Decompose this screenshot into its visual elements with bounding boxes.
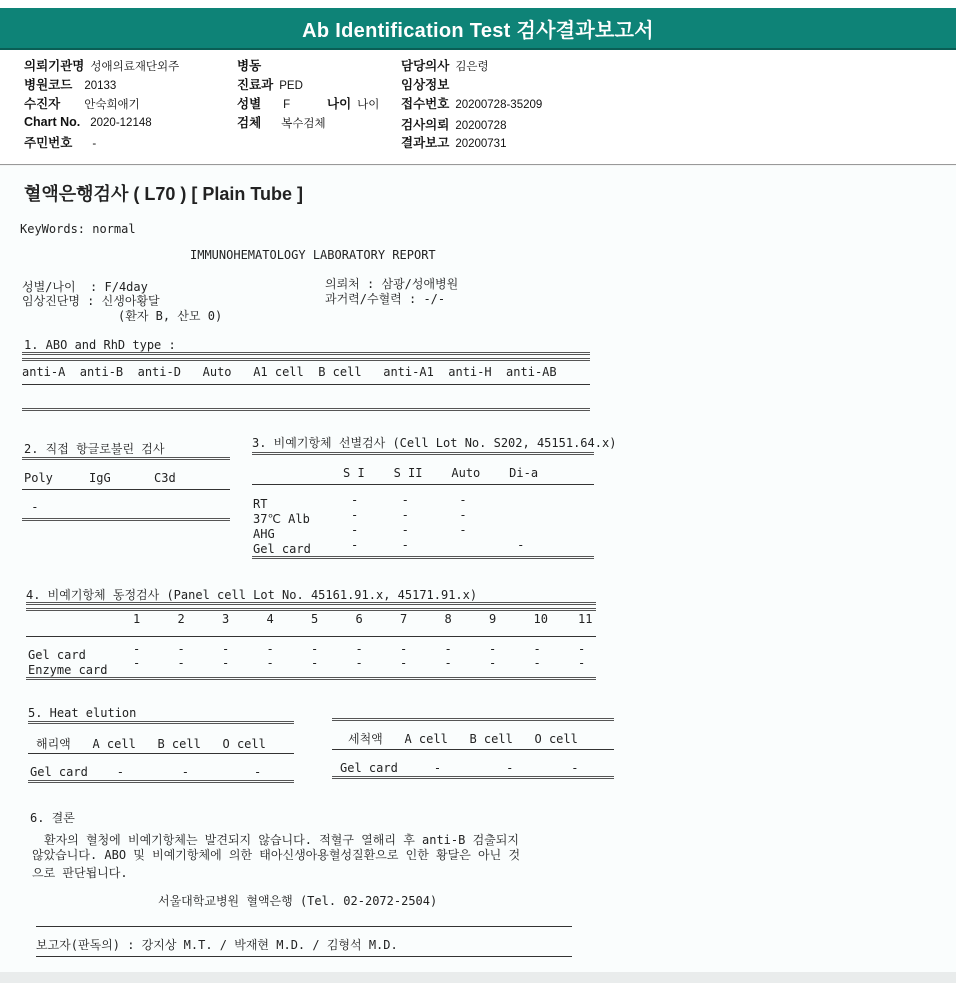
section1-columns: anti-A anti-B anti-D Auto A1 cell B cell anti-A1 anti-H anti-AB: [22, 365, 557, 379]
divider: [252, 452, 594, 455]
panel-cell-value: -: [578, 656, 586, 670]
divider: [26, 677, 596, 680]
panel-cell-number: 6: [355, 612, 363, 626]
dept-row: 진료과 PED: [237, 78, 303, 92]
panel-cell-number: 9: [489, 612, 497, 626]
title-bar: [0, 8, 956, 50]
panel-cell-value: -: [222, 642, 230, 656]
divider: [22, 358, 590, 361]
divider: [22, 457, 230, 460]
patient-info-panel: [0, 50, 956, 165]
divider: [332, 718, 614, 721]
panel-cell-number: 10: [533, 612, 548, 626]
sex-row: 성별 F: [237, 97, 291, 111]
panel-cell-value: -: [489, 642, 497, 656]
age-row: 나이 나이: [327, 97, 380, 111]
panel-cell-value: -: [311, 642, 319, 656]
panel-cell-value: -: [578, 642, 586, 656]
divider: [26, 608, 596, 611]
panel-cell-number: 7: [400, 612, 408, 626]
panel-cell-number: 8: [444, 612, 452, 626]
top-border: [0, 0, 956, 8]
diagnosis: 임상진단명 : 신생아황달: [22, 294, 160, 308]
doctor-row: 담당의사 김은령: [401, 59, 489, 73]
page-title: Ab Identification Test 검사결과보고서: [302, 19, 654, 42]
panel-cell-value: -: [400, 656, 408, 670]
panel-cell-value: -: [444, 642, 452, 656]
report-image: [0, 166, 956, 972]
conclusion-line: 않았습니다. ABO 및 비예기항체에 의한 태아신생아용혈성질환으로 인한 황달은 아닌 것: [32, 848, 521, 862]
panel-cell-value: -: [133, 642, 141, 656]
divider: [36, 926, 572, 927]
section3-row-values: - - -: [351, 493, 467, 507]
panel-cell-number: 5: [311, 612, 319, 626]
section5-title: 5. Heat elution: [28, 706, 137, 720]
section3-row-values: - - -: [351, 523, 467, 537]
blood-bank-contact: 서울대학교병원 혈액은행 (Tel. 02-2072-2504): [158, 894, 438, 908]
panel-cell-value: -: [533, 656, 541, 670]
divider: [22, 352, 590, 355]
sex-age: 성별/나이 : F/4day: [22, 280, 148, 294]
divider: [22, 384, 590, 385]
divider: [26, 636, 596, 637]
panel-cell-number: 1: [133, 612, 141, 626]
panel-cell-value: -: [444, 656, 452, 670]
receipt-row: 접수번호 20200728-35209: [401, 97, 543, 111]
panel-cell-number: 3: [222, 612, 230, 626]
panel-cell-value: -: [311, 656, 319, 670]
section5-right-columns: 세척액 A cell B cell O cell: [348, 732, 578, 746]
section4-row-label: Enzyme card: [28, 663, 108, 677]
panel-cell-value: -: [355, 656, 363, 670]
lab-title: IMMUNOHEMATOLOGY LABORATORY REPORT: [190, 248, 436, 262]
panel-cell-value: -: [133, 656, 141, 670]
section3-row-label: RT: [253, 497, 268, 511]
bottom-strip: [0, 972, 956, 983]
section5-right-values: Gel card - - -: [340, 761, 579, 775]
reporter: 보고자(판독의) : 강지상 M.T. / 박재현 M.D. / 김형석 M.D.: [36, 938, 398, 952]
section5-left-values: Gel card - - -: [30, 765, 262, 779]
panel-cell-value: -: [266, 642, 274, 656]
panel-cell-number: 11: [578, 612, 593, 626]
section3-row-label: Gel card: [253, 542, 311, 556]
divider: [36, 956, 572, 957]
divider: [332, 776, 614, 779]
panel-cell-number: 4: [266, 612, 274, 626]
divider: [22, 408, 590, 411]
keywords: KeyWords: normal: [20, 222, 136, 236]
panel-cell-value: -: [400, 642, 408, 656]
section3-row-values: - - -: [351, 508, 467, 522]
history: 과거력/수혈력 : -/-: [325, 292, 446, 306]
panel-cell-value: -: [355, 642, 363, 656]
section3-row-label: AHG: [253, 527, 275, 541]
section3-row-values: - - -: [351, 538, 525, 552]
panel-cell-number: 2: [177, 612, 185, 626]
result-row: 결과보고 20200731: [401, 136, 507, 150]
specimen-row: 검체 복수검체: [237, 116, 326, 130]
panel-cell-value: -: [489, 656, 497, 670]
section3-row-label: 37℃ Alb: [253, 512, 310, 526]
section3-title: 3. 비예기항체 선별검사 (Cell Lot No. S202, 45151.64.x): [252, 436, 617, 450]
section5-left-columns: 해리액 A cell B cell O cell: [36, 737, 266, 751]
section2-columns: Poly IgG C3d: [24, 471, 176, 485]
conclusion-line: 환자의 혈청에 비예기항체는 발견되지 않습니다. 적혈구 열해리 후 anti-B 검출되지: [44, 833, 519, 847]
diagnosis-note: (환자 B, 산모 0): [118, 309, 223, 323]
divider: [22, 518, 230, 521]
divider: [28, 753, 294, 754]
divider: [28, 780, 294, 783]
panel-cell-value: -: [177, 656, 185, 670]
ward-row: 병동: [237, 59, 262, 73]
section2-values: -: [24, 500, 39, 514]
id-row: 주민번호 -: [24, 136, 97, 150]
divider: [28, 721, 294, 724]
chart-row: Chart No. 2020-12148: [24, 115, 152, 129]
section4-title: 4. 비예기항체 동정검사 (Panel cell Lot No. 45161.91.x, 45171.91.x): [26, 588, 478, 602]
section6-title: 6. 결론: [30, 811, 75, 825]
referrer: 의뢰처 : 삼광/성애병원: [325, 277, 459, 291]
section2-title: 2. 직접 항글로불린 검사: [24, 442, 165, 456]
divider: [22, 489, 230, 490]
hospital-code-row: 병원코드 20133: [24, 78, 117, 92]
section3-columns: S I S II Auto Di-a: [343, 466, 539, 480]
report-heading: 혈액은행검사 ( L70 ) [ Plain Tube ]: [24, 184, 304, 204]
panel-cell-value: -: [533, 642, 541, 656]
divider: [252, 484, 594, 485]
request-row: 검사의뢰 20200728: [401, 118, 507, 132]
panel-cell-value: -: [222, 656, 230, 670]
divider: [332, 749, 614, 750]
divider: [252, 556, 594, 559]
section4-row-label: Gel card: [28, 648, 86, 662]
divider: [26, 602, 596, 605]
panel-cell-value: -: [177, 642, 185, 656]
institution-row: 의뢰기관명 성애의료재단외주: [24, 59, 180, 73]
conclusion-line: 으로 판단됩니다.: [32, 866, 128, 880]
section1-title: 1. ABO and RhD type :: [24, 338, 176, 352]
panel-cell-value: -: [266, 656, 274, 670]
recipient-row: 수진자 안숙희애기: [24, 97, 140, 111]
clinical-row: 임상정보: [401, 78, 450, 92]
